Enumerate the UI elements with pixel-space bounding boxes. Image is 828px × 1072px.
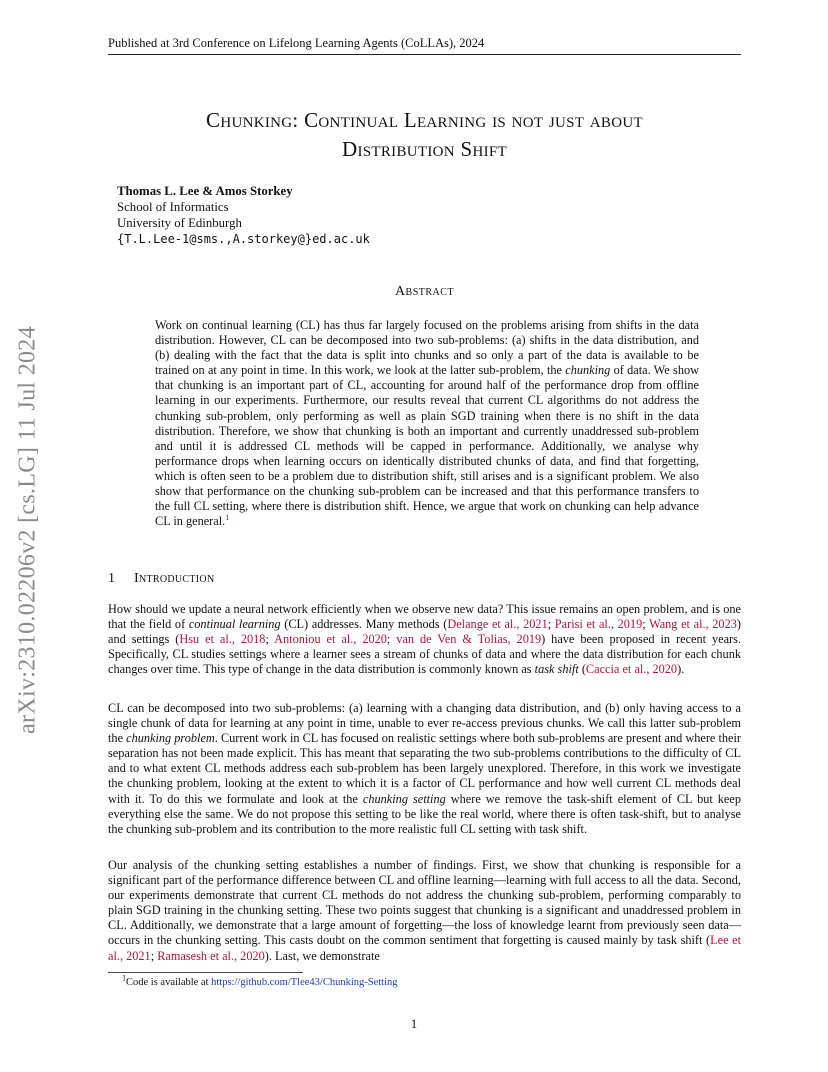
citation-link[interactable]: Delange et al., 2021 — [447, 617, 548, 632]
citation-link[interactable]: Hsu et al., 2018 — [179, 632, 266, 647]
text-run: How should we update a neural network efficiently when we observe new data? This issue remains an open problem, and is one that the field of — [108, 602, 741, 632]
footnote-marker-link[interactable]: 1 — [225, 513, 230, 523]
footnote-mark: 1 — [122, 973, 126, 983]
citation-link[interactable]: Antoniou et al., 2020 — [274, 632, 387, 647]
intro-paragraph-1 — [108, 602, 741, 677]
author-names: Thomas L. Lee & Amos Storkey — [117, 184, 293, 198]
text-run: where we remove the task-shift element of CL but keep everything else the same. We do not propose this setting to be like the real world, where there is often task-shift, but to analyse the chunking sub-problem and its contribution to the more realistic full CL setting with task shift. — [108, 791, 741, 836]
text-run: . Current work in CL has focused on realistic settings where both sub-problems are present and where their separation has not been made explicit. This has meant that separating the two sub-problems contributions to the difficulty of CL and to what extent CL methods address each sub-problem has been largely unexplored. Therefore, in this work we investigate the chunking problem, looking at the extent to which it is a factor of CL performance and how well current CL methods deal with it. To do this we formulate and look at the — [108, 731, 741, 806]
text-run: CL can be decomposed into two sub-problems: (a) learning with a changing data distribution, and (b) only having access to a single chunk of data for learning at any point in time, unable to ever re-access previous chunks. We call this latter sub-problem the — [108, 701, 741, 746]
intro-paragraph-2 — [108, 701, 741, 837]
paper-title — [108, 106, 741, 164]
emphasis: chunking problem — [126, 731, 215, 746]
abstract-emphasis: chunking — [565, 363, 611, 378]
text-run: ). Last, we demonstrate — [264, 948, 380, 963]
citation-link[interactable]: Caccia et al., 2020 — [585, 662, 678, 677]
author-block — [117, 183, 370, 247]
text-run: ). — [677, 662, 685, 677]
intro-paragraph-3 — [108, 858, 741, 964]
footnote — [122, 973, 398, 988]
header-rule — [108, 54, 741, 55]
author-department: School of Informatics — [117, 200, 229, 214]
title-line-2: Distribution Shift — [342, 137, 507, 161]
abstract-text-part: of data. We show that chunking is an important part of CL, accounting for around half of the performance drop from offline learning in our experiments. Furthermore, our results reveal that current CL algorithms do not address the chunking sub-problem, only performing as well as plain SGD training when there is no shift in the data distribution. Therefore, we show that chunking is both an important and currently unaddressed sub-problem and until it is addressed CL methods will be capped in performance. Additionally, we analyse why performance drops when learning occurs on identically distributed chunks of data, and find that forgetting, which is often seen to be a problem due to distribution shift, still arises and is a significant problem. We also show that performance on the chunking sub-problem can be increased and that this performance transfers to the full CL setting, where there is distribution shift. Hence, we argue that work on chunking can help advance CL in general. — [155, 363, 699, 529]
section-title: Introduction — [134, 571, 215, 586]
text-run: ; — [150, 948, 158, 963]
section-number: 1 — [108, 571, 116, 586]
citation-link[interactable]: van de Ven & Tolias, 2019 — [396, 632, 542, 647]
arxiv-identifier: arXiv:2310.02206v2 [cs.LG] 11 Jul 2024 — [14, 326, 41, 734]
text-run: ; — [547, 617, 555, 632]
citation-link[interactable]: Parisi et al., 2019 — [554, 617, 643, 632]
citation-link[interactable]: Lee et al., 2021 — [108, 933, 741, 963]
abstract-heading: Abstract — [394, 284, 455, 299]
venue-header: Published at 3rd Conference on Lifelong Learning Agents (CoLLAs), 2024 — [108, 36, 485, 50]
author-email: {T.L.Lee-1@sms.,A.storkey@}ed.ac.uk — [117, 232, 370, 246]
text-run: ) have been proposed in recent years. Specifically, CL studies settings where a learner sees a stream of chunks of data and where the data distribution for each chunk changes over time. This type of change in the data distribution is commonly known as — [108, 632, 742, 677]
text-run: ) and settings ( — [108, 617, 741, 647]
footnote-rule — [108, 972, 303, 973]
footnote-text: Code is available at — [126, 977, 212, 988]
author-university: University of Edinburgh — [117, 216, 242, 230]
emphasis: task shift — [534, 662, 579, 677]
emphasis: chunking setting — [362, 791, 446, 806]
text-run: ; — [386, 632, 397, 647]
citation-link[interactable]: Ramasesh et al., 2020 — [157, 948, 265, 963]
text-run: ( — [578, 662, 586, 677]
abstract-text — [155, 318, 699, 529]
text-run: (CL) addresses. Many methods ( — [280, 617, 448, 632]
text-run: ; — [265, 632, 275, 647]
page-number: 1 — [410, 1017, 418, 1031]
abstract-text-part: Work on continual learning (CL) has thus far largely focused on the problems arising from shifts in the data distribution. However, CL can be decomposed into two sub-problems: (a) shifts in the data distribution, and (b) dealing with the fact that the data is split into chunks and so only a part of the data is available to be trained on at any point in time. In this work, we look at the latter sub-problem, the — [155, 318, 699, 378]
section-heading-introduction — [108, 571, 214, 587]
text-run: ; — [642, 617, 650, 632]
text-run: Our analysis of the chunking setting establishes a number of findings. First, we show that chunking is responsible for a significant part of the performance difference between CL and offline learning—learning with full access to all the data. Second, our experiments demonstrate that current CL methods do not address the chunking sub-problem, performing comparably to plain SGD training in the chunking setting. These two points suggest that chunking is a significant and unaddressed problem in CL. Additionally, we demonstrate that a large amount of forgetting—the loss of knowledge learnt from previously seen data—occurs in the chunking setting. This casts doubt on the common sentiment that forgetting is caused mainly by task shift ( — [108, 858, 741, 948]
emphasis: continual learning — [188, 617, 281, 632]
title-line-1: Chunking: Continual Learning is not just about — [206, 108, 643, 132]
citation-link[interactable]: Wang et al., 2023 — [649, 617, 737, 632]
code-link[interactable]: https://github.com/Tlee43/Chunking-Setting — [211, 977, 398, 988]
